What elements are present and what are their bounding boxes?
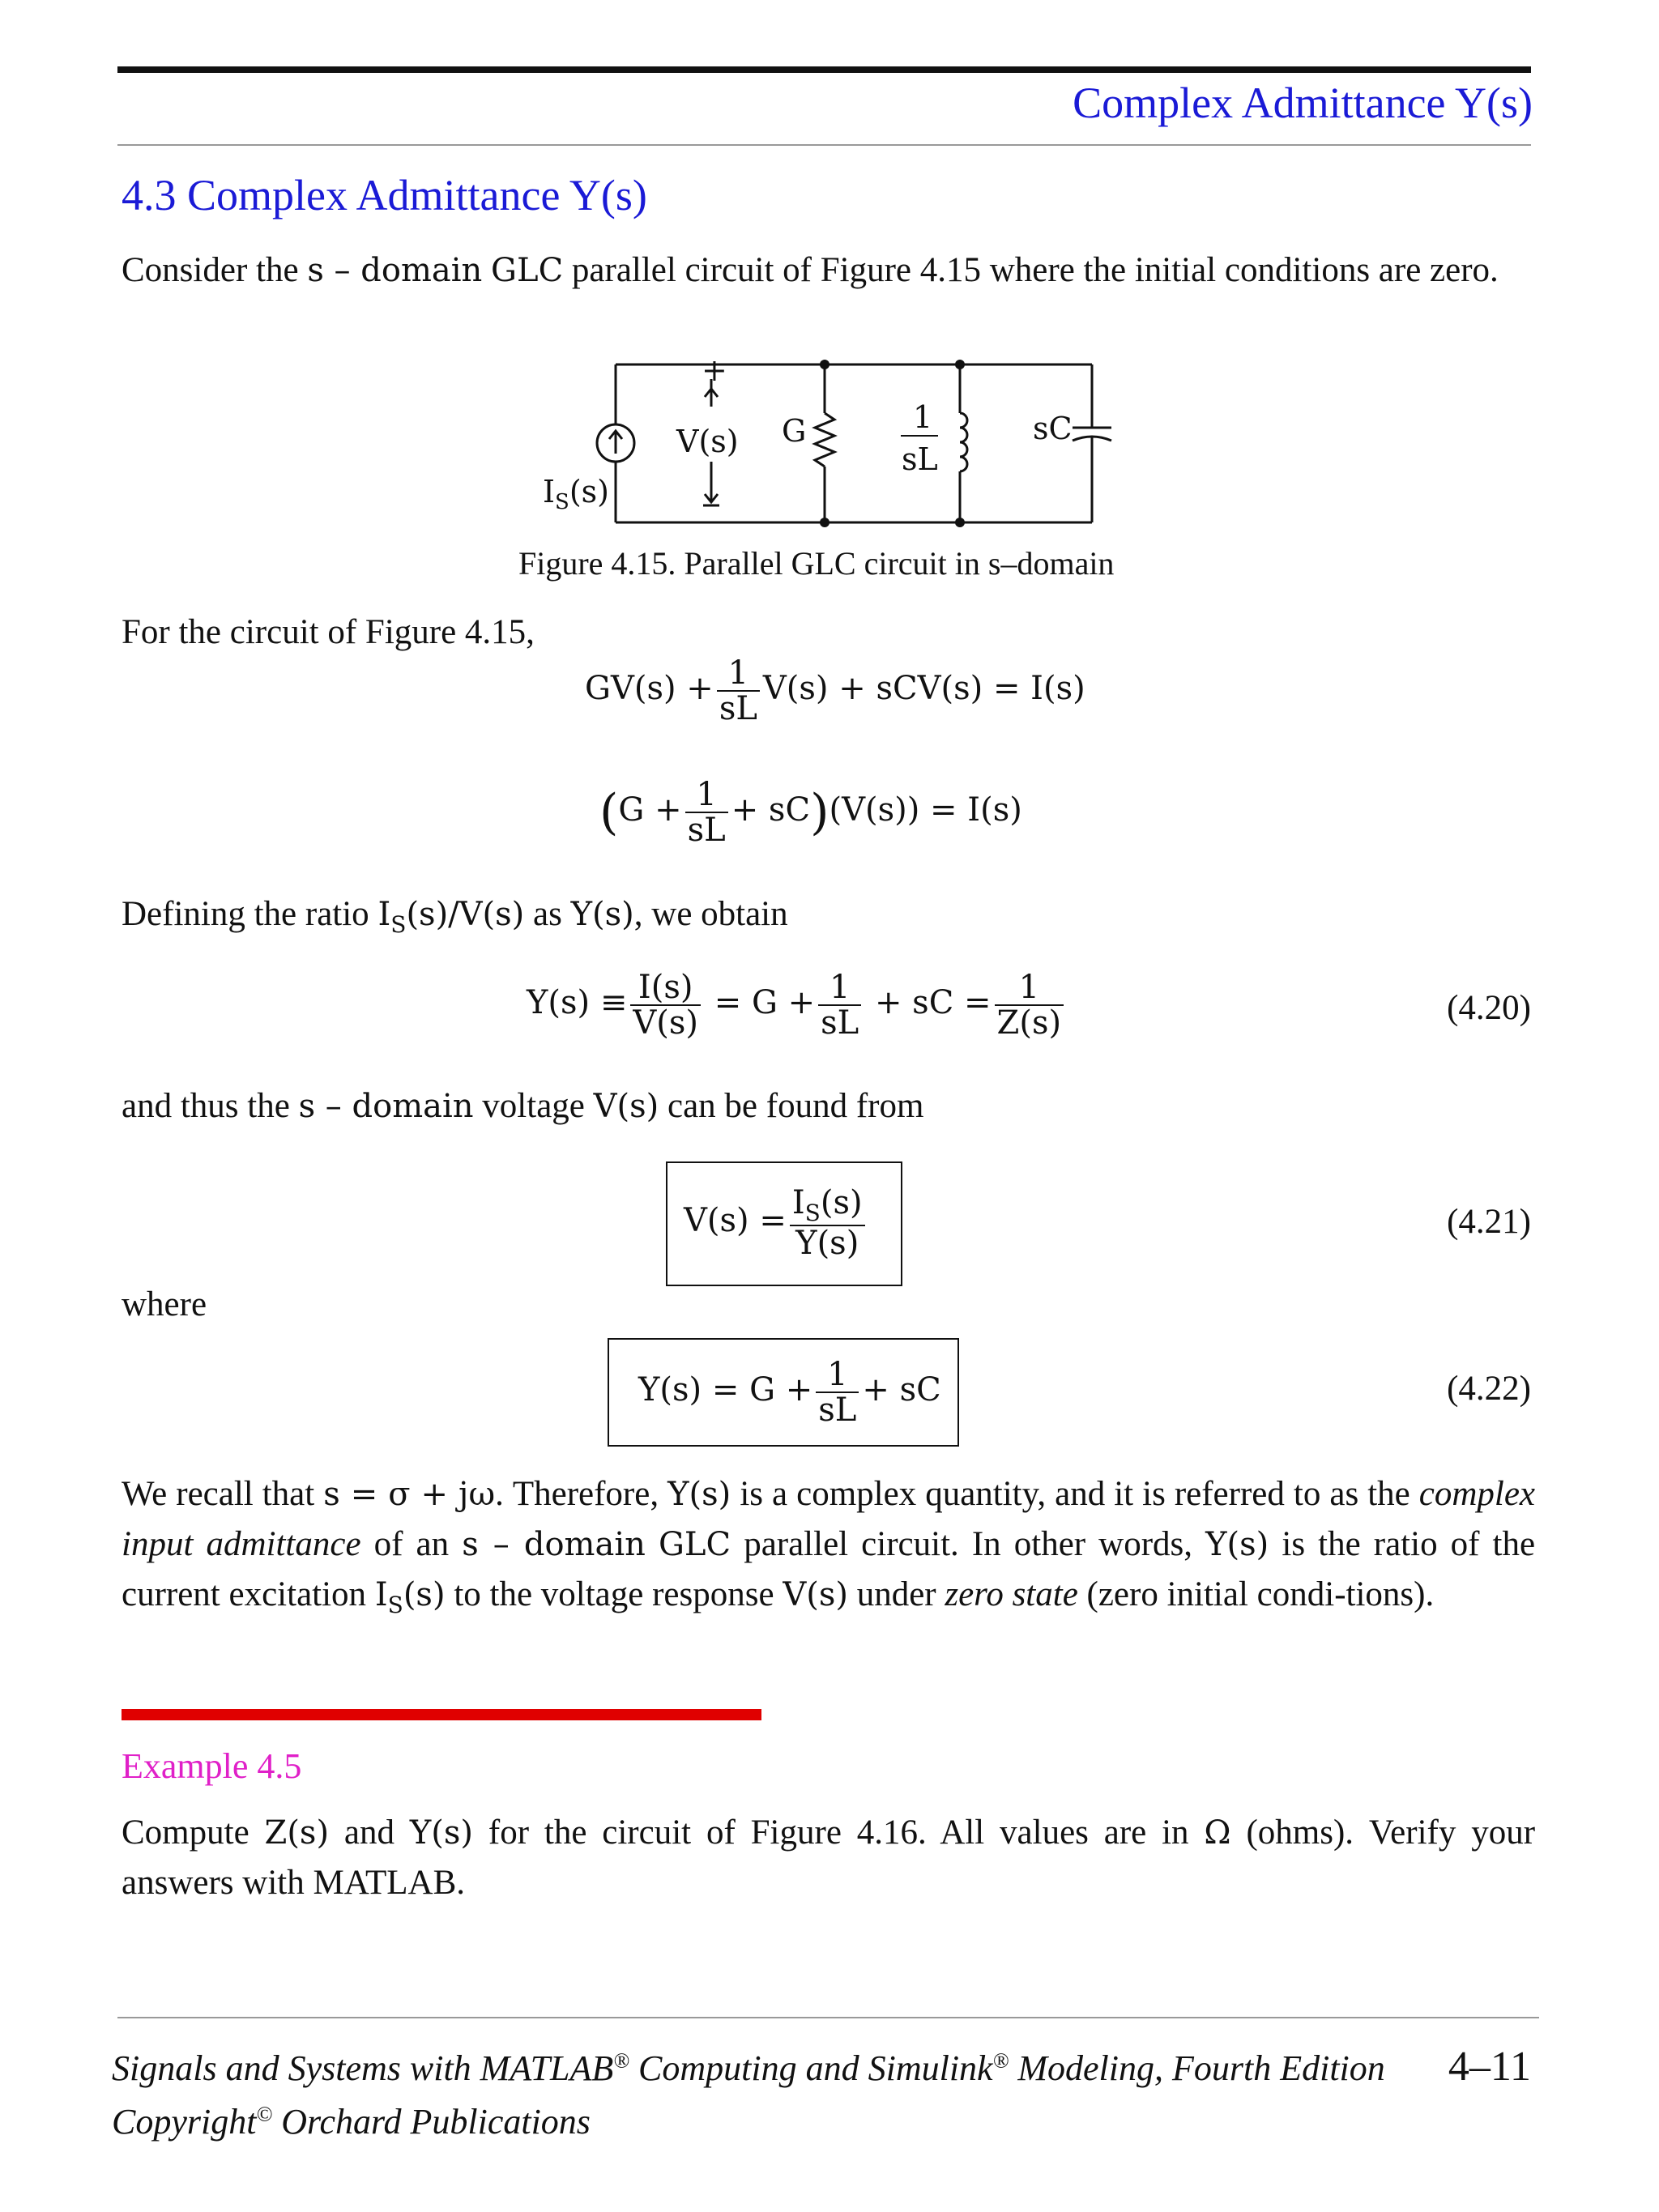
header-divider	[117, 144, 1531, 146]
voltage-plus-sign: +	[702, 352, 727, 388]
paragraph-where: where	[122, 1285, 207, 1323]
example-separator-bar	[122, 1709, 761, 1720]
paragraph-example-task: Compute Z(s) and Y(s) for the circuit of Figure 4.16. All values are in Ω (ohms). Verify your answers with MATLAB.	[122, 1813, 1536, 1902]
running-header: Complex Admittance Y(s)	[1073, 79, 1533, 127]
equation-4-22-box	[608, 1338, 959, 1447]
equation-number-4-20: (4.20)	[1447, 989, 1531, 1027]
footer-copyright: Copyright© Orchard Publications	[112, 2102, 591, 2142]
parallel-glc-circuit-figure	[510, 348, 1134, 543]
footer-book-title: Signals and Systems with MATLAB® Computing and Simulink® Modeling, Fourth Edition	[112, 2048, 1385, 2088]
kcl-equation: GV(s) + $\frac{1}{sL}$ V(s) + sCV(s) = I(s)	[585, 654, 1085, 727]
voltage-label: V(s)	[676, 424, 739, 459]
inductor-label-num: 1	[913, 399, 933, 435]
equation-number-4-21: (4.21)	[1447, 1203, 1531, 1241]
paragraph-intro: Consider the s – domain GLC parallel circuit of Figure 4.15 where the initial conditions are zero.	[122, 251, 1499, 289]
equation-4-21: V(s) = $\frac{I_S(s)}{Y(s)}$	[684, 1186, 868, 1260]
footer-divider	[117, 2017, 1539, 2018]
equation-4-21-box	[666, 1161, 902, 1286]
page-number: 4–11	[1448, 2044, 1531, 2090]
conductance-label: G	[782, 413, 807, 449]
source-label: $I_S(s)$	[543, 474, 609, 514]
factored-equation: (G + $\frac{1}{sL}$ + sC)(V(s)) = I(s)	[599, 776, 1022, 849]
header-rule	[117, 66, 1531, 73]
inductor-label-den: sL	[902, 441, 938, 477]
paragraph-complex-input-admittance: We recall that s = σ + jω. Therefore, Y(s) is a complex quantity, and it is referred to as the complex input admittance of an s – domain GLC parallel circuit. In other words, Y(s) is the ratio of the current excitation $I_S(s)$ to the voltage response V(s) under zero state (zero initial condi-tions).	[122, 1475, 1536, 1618]
paragraph-for-circuit: For the circuit of Figure 4.15,	[122, 613, 535, 651]
paragraph-defining: Defining the ratio $I_S(s)/V(s)$ as Y(s), we obtain	[122, 895, 788, 938]
example-title: Example 4.5	[122, 1746, 302, 1786]
capacitor-label: sC	[1033, 411, 1073, 446]
equation-4-20: Y(s) ≡ $\frac{I(s)}{V(s)}$ = G + $\frac{1}{sL}$ + sC = $\frac{1}{Z(s)}$	[527, 970, 1067, 1040]
equation-number-4-22: (4.22)	[1447, 1370, 1531, 1408]
equation-4-22: Y(s) = G + $\frac{1}{sL}$ + sC	[638, 1356, 941, 1429]
section-title: 4.3 Complex Admittance Y(s)	[122, 171, 647, 219]
paragraph-and-thus: and thus the s – domain voltage V(s) can be found from	[122, 1087, 924, 1125]
figure-caption: Figure 4.15. Parallel GLC circuit in s–domain	[518, 545, 1115, 582]
